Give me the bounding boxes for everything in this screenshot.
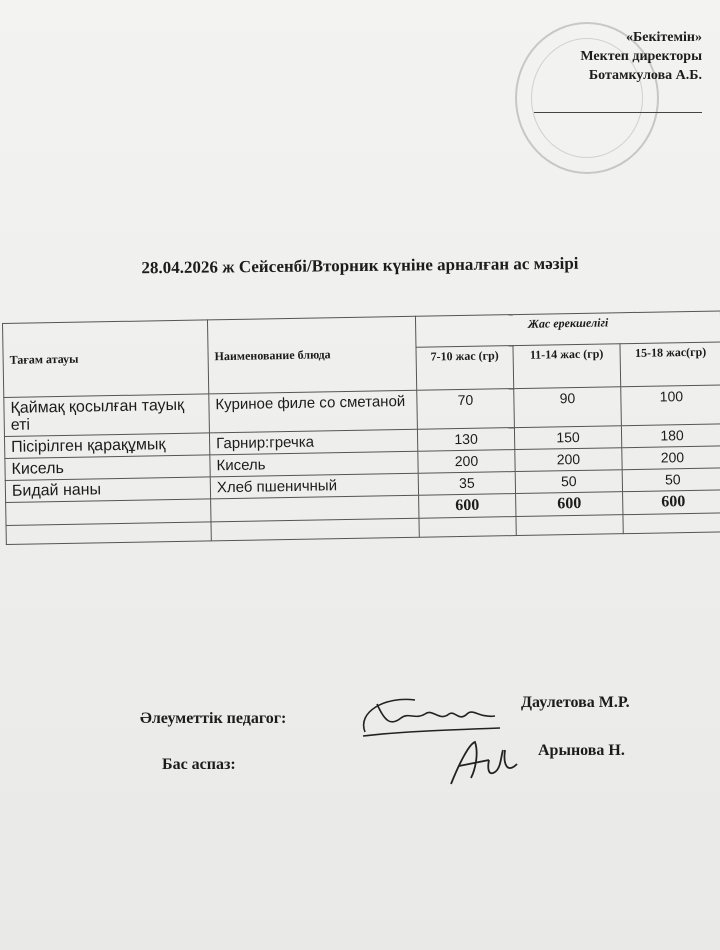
social-pedagogue-label: Әлеуметтік педагог: [140, 710, 287, 727]
header-age-group: Жас ерекшелігі [415, 311, 720, 347]
portion-15-18: 50 [622, 468, 720, 492]
header-age-7-10: 7-10 жас (гр) [416, 346, 514, 391]
portion-11-14: 150 [514, 426, 621, 450]
portion-11-14: 90 [514, 387, 622, 428]
menu-table [2, 310, 720, 545]
header-kz: Тағам атауы [3, 320, 209, 398]
chef-row [140, 742, 700, 786]
chef-name: Арынова Н. [538, 742, 625, 759]
dish-ru: Куриное филе со сметаной [209, 390, 418, 433]
total-15-18: 600 [623, 490, 720, 515]
social-pedagogue-row [140, 694, 700, 740]
page-title: 28.04.2026 ж Сейсенбі/Вторник күніне арналған ас мәзірі [141, 253, 579, 278]
approval-heading: «Бекітемін» [625, 30, 702, 45]
portion-11-14: 200 [515, 448, 622, 472]
dish-kz: Кисель [5, 455, 210, 481]
dish-ru: Хлеб пшеничный [210, 473, 418, 499]
total-7-10: 600 [419, 494, 516, 519]
dish-ru: Кисель [210, 451, 418, 477]
header-age-15-18: 15-18 жас(гр) [620, 342, 720, 387]
approval-block [502, 28, 702, 85]
portion-7-10: 70 [417, 389, 515, 430]
chef-signature [445, 734, 525, 790]
approval-person: Ботамкулова А.Б. [588, 68, 702, 83]
social-pedagogue-name: Даулетова М.Р. [521, 694, 630, 711]
portion-15-18: 200 [622, 446, 720, 470]
portion-15-18: 100 [621, 385, 720, 426]
dish-kz: Пісірілген қарақұмық [4, 433, 209, 459]
portion-7-10: 130 [417, 428, 514, 452]
portion-15-18: 180 [621, 424, 720, 448]
header-ru: Наименование блюда [207, 316, 416, 394]
total-11-14: 600 [516, 492, 623, 517]
header-age-11-14: 11-14 жас (гр) [513, 344, 621, 389]
chef-label: Бас аспаз: [162, 756, 236, 773]
portion-11-14: 50 [515, 470, 622, 494]
approval-position: Мектеп директоры [580, 49, 702, 64]
portion-7-10: 200 [418, 450, 515, 474]
dish-kz: Қаймақ қосылған тауық еті [4, 394, 210, 437]
dish-ru: Гарнир:гречка [209, 429, 417, 455]
approval-signature-line [534, 112, 702, 113]
dish-kz: Бидай наны [5, 477, 210, 503]
portion-7-10: 35 [418, 472, 515, 496]
